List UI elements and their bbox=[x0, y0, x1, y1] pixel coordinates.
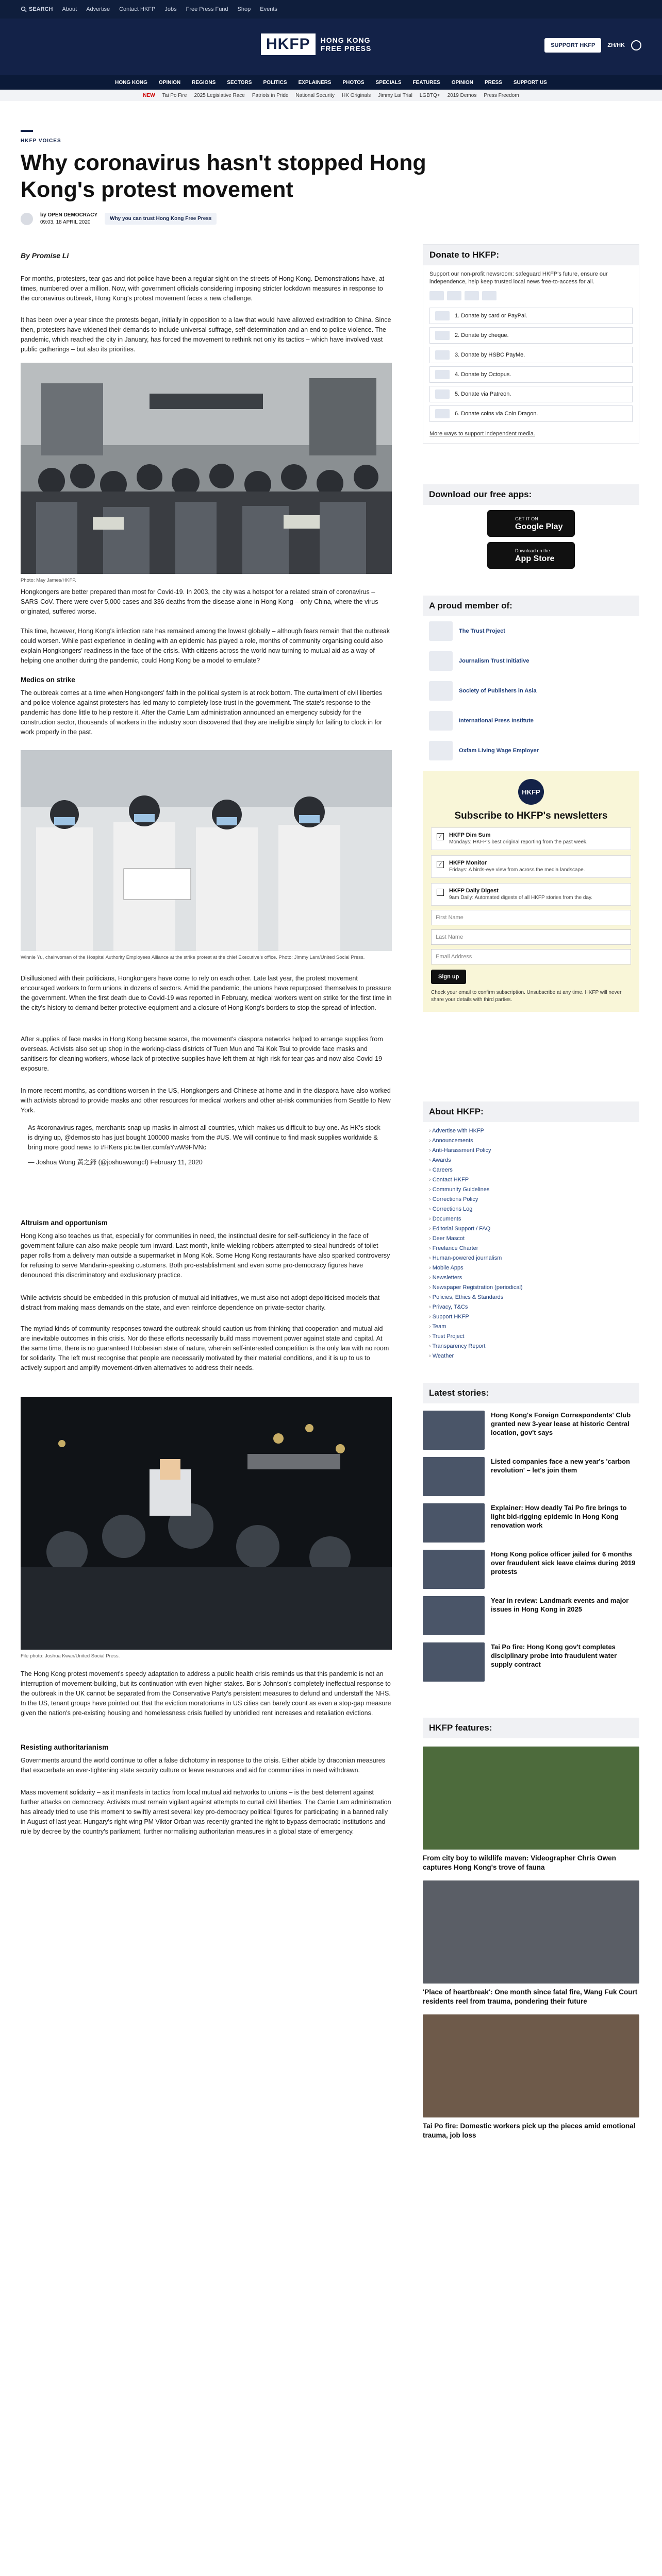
photo-caption: Photo: May James/HKFP. bbox=[21, 578, 77, 583]
about-link[interactable]: › Corrections Policy bbox=[429, 1195, 633, 1205]
night-protest-image bbox=[21, 1397, 392, 1650]
about-link[interactable]: › Community Guidelines bbox=[429, 1185, 633, 1195]
feature-image bbox=[423, 1747, 639, 1850]
paragraph: Hongkongers are better prepared than most for Covid-19. In 2003, the city was a hotspot for a related strain of coronavirus – SARS-CoV. There were over 5,000 cases and 336 deaths from the disease alone in Hong Kong – only China, where the virus originated, suffered worse. bbox=[21, 588, 378, 615]
paragraph: Hong Kong also teaches us that, especially for communities in need, the instinctual desire for self-sufficiency in the face of government failure can also make people turn inward. Last month, knife-wielding robbers attempted to steal hundreds of toilet paper rolls from a delivery man outside a supermarket in Mong Kok. Some Hong Kong restaurants have also sparked controversy for refusing to serve Mandarin-speaking customers. Both pro-establishment and even some pro-democracy figures have denounced this discriminatory and exclusionary practice. bbox=[21, 1232, 390, 1279]
contact-link[interactable]: Contact HKFP bbox=[119, 6, 156, 12]
latest-story[interactable]: Listed companies face a new year's 'carbon revolution' – let's join them bbox=[423, 1457, 639, 1496]
about-link[interactable]: › Trust Project bbox=[429, 1332, 633, 1342]
amex-icon bbox=[482, 291, 496, 300]
account-icon[interactable] bbox=[631, 40, 641, 50]
photo-caption: Winnie Yu, chairwoman of the Hospital Authority Employees Alliance at the strike protest at the chief Executive's office. Photo: Jimmy Lam/United Social Press. bbox=[21, 955, 365, 960]
nav-item[interactable]: SPECIALS bbox=[375, 79, 402, 86]
new-badge: NEW bbox=[143, 92, 155, 98]
newsletter-widget bbox=[423, 771, 639, 1012]
story-thumbnail bbox=[423, 1550, 485, 1589]
about-link[interactable]: › Freelance Charter bbox=[429, 1244, 633, 1253]
donate-title: Donate to HKFP: bbox=[423, 245, 639, 265]
latest-story[interactable]: Hong Kong police officer jailed for 6 months over fraudulent sick leave claims during 2019 protests bbox=[423, 1550, 639, 1589]
about-link[interactable]: › Newsletters bbox=[429, 1273, 633, 1283]
support-hkfp-button[interactable]: SUPPORT HKFP bbox=[544, 38, 601, 53]
tag-link[interactable]: Jimmy Lai Trial bbox=[378, 92, 412, 98]
google-play-button[interactable]: GET IT ON Google Play bbox=[487, 510, 575, 537]
latest-widget bbox=[423, 1383, 639, 1689]
protest-photo bbox=[21, 363, 392, 574]
newsletter-option[interactable]: ✓ HKFP Monitor Fridays: A birds-eye view from across the media landscape. bbox=[431, 855, 631, 878]
member-logo[interactable]: The Trust Project bbox=[423, 616, 639, 646]
section-heading: Medics on strike bbox=[21, 676, 75, 684]
about-link[interactable]: › Privacy, T&Cs bbox=[429, 1302, 633, 1312]
member-logo[interactable]: Journalism Trust Initiative bbox=[423, 646, 639, 676]
patreon-icon bbox=[435, 389, 450, 399]
checkbox[interactable]: ✓ bbox=[437, 833, 444, 840]
donate-option[interactable]: 6. Donate coins via Coin Dragon. bbox=[429, 405, 633, 422]
donate-option[interactable]: 4. Donate by Octopus. bbox=[429, 366, 633, 383]
tweet-attribution[interactable]: — Joshua Wong 黃之鋒 (@joshuawongcf) February 11, 2020 bbox=[28, 1159, 203, 1166]
donate-option[interactable]: 2. Donate by cheque. bbox=[429, 327, 633, 344]
paragraph: For months, protesters, tear gas and riot police have been a regular sight on the streets of Hong Kong. Demonstrations have, at times, numbered over a million. Now, with government officials considering imposing stricter lockdown measures in response to the coronavirus outbreak, Hong Kong's protest movement faces a new challenge. bbox=[21, 275, 385, 302]
about-widget bbox=[423, 1101, 639, 1365]
about-link[interactable]: › Documents bbox=[429, 1214, 633, 1224]
about-link[interactable]: › Deer Mascot bbox=[429, 1234, 633, 1244]
about-link[interactable]: › Weather bbox=[429, 1351, 633, 1361]
about-link[interactable]: › Policies, Ethics & Standards bbox=[429, 1293, 633, 1302]
nav-item[interactable]: PHOTOS bbox=[342, 79, 365, 86]
story-thumbnail bbox=[423, 1642, 485, 1682]
paragraph: The Hong Kong protest movement's speedy adaptation to address a public health crisis reminds us that this pandemic is not an interruption of movement-building, but its continuation with even higher stakes. Boris Johnson's completely ineffectual response to the outbreak in the UK cannot be separated from the Conservative Party's persistent measures to defund and understaff the NHS. In the US, tenant groups have pointed out that the eviction moratoriums in US cities can barely count as even a stop-gap measure given the nation's pre-existing housing and homelessness crisis fuelled by unbridled rent increases and retaliation evictions. bbox=[21, 1670, 391, 1717]
feature-story[interactable]: 'Place of heartbreak': One month since fatal fire, Wang Fuk Court residents reel from trauma, pondering their future bbox=[423, 1880, 639, 2006]
byline bbox=[21, 212, 217, 225]
latest-story[interactable]: Explainer: How deadly Tai Po fire brings to light bid-rigging epidemic in Hong Kong renovation work bbox=[423, 1503, 639, 1543]
donate-intro[interactable]: Support our non-profit newsroom: safeguard HKFP's future, ensure our independence, help keep trusted local news free-to-access for all. bbox=[429, 271, 608, 285]
newsletter-option[interactable]: HKFP Daily Digest 9am Daily: Automated digests of all HKFP stories from the day. bbox=[431, 883, 631, 906]
members-widget bbox=[423, 596, 639, 766]
advertise-link[interactable]: Advertise bbox=[86, 6, 110, 12]
paragraph: The myriad kinds of community responses toward the outbreak should caution us from thinking that cooperation and mutual aid are inevitable outcomes in this crisis. Nor do these efforts necessarily build mass movement power against state and capital. At the same time, there is no guaranteed Hobbesian state of nature, wherein self-interested competition is the only law with no room for solidarity. The left must recognise that people are necessarily motivated by their material conditions, and it is up to us to actively support and amplify movement-driven alternatives to address their needs. bbox=[21, 1325, 389, 1371]
about-link[interactable]: › Careers bbox=[429, 1165, 633, 1175]
night-protest-photo bbox=[21, 1397, 392, 1650]
donate-widget bbox=[423, 244, 639, 444]
embedded-tweet[interactable] bbox=[21, 1123, 382, 1167]
apps-title: Download our free apps: bbox=[423, 484, 639, 505]
app-store-button[interactable]: Download on the App Store bbox=[487, 542, 575, 569]
jti-icon bbox=[429, 651, 453, 671]
author-avatar bbox=[21, 213, 33, 225]
features-title: HKFP features: bbox=[423, 1718, 639, 1738]
events-link[interactable]: Events bbox=[260, 6, 277, 12]
paragraph: While activists should be embedded in this profusion of mutual aid initiatives, we must also not adopt depoliticised models that distract from making mass demands on the state, and even reinforce dependence on private-sector charity. bbox=[21, 1294, 380, 1311]
member-logo[interactable]: Oxfam Living Wage Employer bbox=[423, 736, 639, 766]
sopa-icon bbox=[429, 681, 453, 701]
more-ways-link[interactable]: More ways to support independent media. bbox=[429, 431, 535, 437]
shop-link[interactable]: Shop bbox=[237, 6, 251, 12]
visa-icon bbox=[429, 291, 444, 300]
about-link[interactable]: › Corrections Log bbox=[429, 1205, 633, 1214]
section-heading: Altruism and opportunism bbox=[21, 1219, 108, 1227]
paragraph: Disillusioned with their politicians, Hongkongers have come to rely on each other. Late last year, the protest movement encouraged workers to form unions in dozens of sectors. Amid the pandemic, the unions have repurposed themselves to pressure the government. When the first death due to Covid-19 was reported in February, medical workers went on strike for the first time in the city's history to demand better protective equipment and a closure of Hong Kong's borders to stop the spread of infection. bbox=[21, 975, 392, 1011]
jobs-link[interactable]: Jobs bbox=[164, 6, 177, 12]
first-name-input[interactable]: First Name bbox=[431, 910, 631, 925]
tag-link[interactable]: HK Originals bbox=[342, 92, 371, 98]
main-nav bbox=[0, 75, 662, 90]
apps-widget bbox=[423, 484, 639, 574]
latest-story[interactable]: Year in review: Landmark events and major issues in Hong Kong in 2025 bbox=[423, 1596, 639, 1635]
about-link[interactable]: › Editorial Support / FAQ bbox=[429, 1224, 633, 1234]
site-logo[interactable] bbox=[261, 31, 401, 58]
story-thumbnail bbox=[423, 1503, 485, 1543]
article-kicker[interactable]: HKFP VOICES bbox=[21, 138, 61, 144]
about-link[interactable]: › Anti-Harassment Policy bbox=[429, 1146, 633, 1156]
site-header bbox=[0, 19, 662, 75]
paragraph: It has been over a year since the protests began, initially in opposition to a law that would have allowed extradition to China. Since then, protesters have widened their demands to include universal suffrage, self-determination and an end to police violence. The pandemic, which reached the city in January, has forced the movement to rethink not only its tactics – which have involved vast public gatherings – but also its priorities. bbox=[21, 316, 391, 353]
about-link[interactable]: › Team bbox=[429, 1322, 633, 1332]
tag-link[interactable]: 2025 Legislative Race bbox=[194, 92, 245, 98]
about-link[interactable]: › Transparency Report bbox=[429, 1342, 633, 1351]
paragraph: The outbreak comes at a time when Hongkongers' faith in the political system is at rock bottom. The curtailment of civil liberties and police violence against protesters has led many to completely lose trust in the government. The state's response to the pandemic has done little to help restore it. After the Carrie Lam administration announced an emergency subsidy for the construction sector, thousands of workers in the industry soon discovered that they are ineligible simply for failing to clock in for work properly in the past. bbox=[21, 689, 383, 736]
protest-crowd-image bbox=[21, 363, 392, 574]
nav-item[interactable]: PRESS bbox=[484, 79, 502, 86]
about-link[interactable]: › Awards bbox=[429, 1156, 633, 1165]
feature-image bbox=[423, 1880, 639, 1984]
latest-story[interactable]: Tai Po fire: Hong Kong gov't completes disciplinary probe into fraudulent water supply contract bbox=[423, 1642, 639, 1682]
cheque-icon bbox=[435, 331, 450, 340]
nav-item[interactable]: SECTORS bbox=[227, 79, 252, 86]
donate-option[interactable]: 1. Donate by card or PayPal. bbox=[429, 308, 633, 324]
strike-photo bbox=[21, 750, 392, 951]
about-link[interactable]: About bbox=[62, 6, 77, 12]
publish-date: 09:03, 18 APRIL 2020 bbox=[40, 219, 91, 225]
donate-option[interactable]: 3. Donate by HSBC PayMe. bbox=[429, 347, 633, 363]
paragraph: In more recent months, as conditions worsen in the US, Hongkongers and Chinese at home and in the diaspora have also worked with activists abroad to provide masks and other resources for medical workers and other at-risk communities from Seattle to New York. bbox=[21, 1087, 391, 1114]
about-link[interactable]: › Announcements bbox=[429, 1136, 633, 1146]
nav-item[interactable]: FEATURES bbox=[412, 79, 440, 86]
article-byline-lead: By Promise Li bbox=[21, 251, 69, 260]
about-link[interactable]: › Human-powered journalism bbox=[429, 1253, 633, 1263]
latest-title: Latest stories: bbox=[423, 1383, 639, 1403]
donate-option[interactable]: 5. Donate via Patreon. bbox=[429, 386, 633, 402]
about-link[interactable]: › Support HKFP bbox=[429, 1312, 633, 1322]
tag-bar bbox=[0, 90, 662, 101]
newsletter-logo: HKFP bbox=[518, 779, 544, 805]
mastercard-icon bbox=[447, 291, 461, 300]
paragraph: Governments around the world continue to offer a false dichotomy in response to the crisis. Either abide by draconian measures that exacerbate an ever-tightening state security culture or leave resources and aid for communities in need withdrawn. bbox=[21, 1757, 386, 1774]
card-icon bbox=[435, 311, 450, 320]
about-link[interactable]: › Contact HKFP bbox=[429, 1175, 633, 1185]
newsletter-option[interactable]: ✓ HKFP Dim Sum Mondays: HKFP's best original reporting from the past week. bbox=[431, 827, 631, 850]
member-logo[interactable]: Society of Publishers in Asia bbox=[423, 676, 639, 706]
newsletter-note: Check your email to confirm subscription. Unsubscribe at any time. HKFP will never share your details with third parties. bbox=[431, 990, 622, 1003]
latest-story[interactable]: Hong Kong's Foreign Correspondents' Club granted new 3-year lease at historic Central location, gov't says bbox=[423, 1411, 639, 1450]
feature-image bbox=[423, 2014, 639, 2117]
search-icon bbox=[21, 6, 27, 12]
last-name-input[interactable]: Last Name bbox=[431, 929, 631, 945]
payment-logos bbox=[423, 291, 639, 304]
story-thumbnail bbox=[423, 1411, 485, 1450]
feature-story[interactable]: From city boy to wildlife maven: Videographer Chris Owen captures Hong Kong's trove of fauna bbox=[423, 1747, 639, 1872]
about-title: About HKFP: bbox=[423, 1101, 639, 1122]
nav-item[interactable]: REGIONS bbox=[192, 79, 216, 86]
tweet-text: As #coronavirus rages, merchants snap up masks in almost all countries, which makes us difficult to buy one. As HK's stock is drying up, @demosisto has just bought 100000 masks from the #US. We will continue to find mask supplies worldwide & bring more good news to #HKers pic.twitter.com/aYwW9FlVNc bbox=[28, 1124, 380, 1151]
signup-button[interactable]: Sign up bbox=[431, 970, 466, 984]
about-link[interactable]: › Newspaper Registration (periodical) bbox=[429, 1283, 633, 1293]
features-widget bbox=[423, 1718, 639, 2148]
story-thumbnail bbox=[423, 1596, 485, 1635]
payme-icon bbox=[435, 350, 450, 360]
email-input[interactable]: Email Address bbox=[431, 949, 631, 964]
tag-link[interactable]: Patriots in Pride bbox=[252, 92, 289, 98]
octopus-icon bbox=[435, 370, 450, 379]
members-title: A proud member of: bbox=[423, 596, 639, 616]
tag-link[interactable]: 2019 Demos bbox=[447, 92, 477, 98]
member-logo[interactable]: International Press Institute bbox=[423, 706, 639, 736]
feature-story[interactable]: Tai Po fire: Domestic workers pick up the pieces amid emotional trauma, job loss bbox=[423, 2014, 639, 2140]
logo-mark: HKFP bbox=[261, 33, 316, 55]
free-press-fund-link[interactable]: Free Press Fund bbox=[186, 6, 228, 12]
kicker-bar bbox=[21, 130, 33, 132]
language-toggle[interactable]: ZH/HK bbox=[607, 42, 625, 48]
trust-chip[interactable]: Why you can trust Hong Kong Free Press bbox=[105, 213, 217, 225]
nav-item[interactable]: HONG KONG bbox=[115, 79, 147, 86]
tag-link[interactable]: National Security bbox=[295, 92, 335, 98]
paypal-icon bbox=[465, 291, 479, 300]
oxfam-icon bbox=[429, 741, 453, 760]
nav-item[interactable]: SUPPORT US bbox=[513, 79, 547, 86]
about-link[interactable]: › Mobile Apps bbox=[429, 1263, 633, 1273]
coin-dragon-icon bbox=[435, 409, 450, 418]
checkbox[interactable]: ✓ bbox=[437, 861, 444, 868]
logo-subtitle: HONG KONG FREE PRESS bbox=[320, 36, 372, 53]
paragraph: Mass movement solidarity – as it manifests in tactics from local mutual aid networks to unions – is the best deterrent against further attacks on democracy. Activists must remain vigilant against attempts to curtail civil liberties. The Carrie Lam administration has already tried to use this moment to swiftly arrest several key pro-democracy political figures for participating in a banned rally in August of last year. Hungary's right-wing PM Viktor Orban was recently granted the right to bypass democratic institutions and rule by decree by the country's parliament, further normalising authoritarian measures in a global state of emergency. bbox=[21, 1789, 391, 1835]
author-name[interactable]: by OPEN DEMOCRACY bbox=[40, 212, 98, 218]
about-link[interactable]: › Advertise with HKFP bbox=[429, 1126, 633, 1136]
nav-item[interactable]: POLITICS bbox=[263, 79, 287, 86]
trust-project-icon bbox=[429, 621, 453, 641]
utility-bar bbox=[0, 0, 662, 19]
paragraph: After supplies of face masks in Hong Kong became scarce, the movement's diaspora networks helped to arrange supplies from overseas. Activists also set up shop in the working-class districts of Tuen Mun and Tai Kok Tsui to provide face masks and sanitisers for cleaning workers, whose lack of protective supplies have left them at high risk for tear gas and now also Covid-19 exposure. bbox=[21, 1036, 383, 1072]
tag-link[interactable]: Tai Po Fire bbox=[162, 92, 187, 98]
about-links bbox=[423, 1122, 639, 1365]
story-thumbnail bbox=[423, 1457, 485, 1496]
checkbox[interactable] bbox=[437, 889, 444, 896]
nav-item[interactable]: OPINION bbox=[158, 79, 181, 86]
section-heading: Resisting authoritarianism bbox=[21, 1743, 109, 1751]
article-title: Why coronavirus hasn't stopped Hong Kong's protest movement bbox=[21, 150, 426, 202]
paragraph: This time, however, Hong Kong's infection rate has remained among the lowest globally – although fears remain that the outbreak could worsen. While past experience in dealing with an epidemic has played a role, months of community organising could also explain Hongkongers' readiness in the face of the crisis. With citizens across the world now turning to mutual aid as a way of helping one another during the pandemic, could Hong Kong be a model to emulate? bbox=[21, 628, 390, 664]
medic-strike-image bbox=[21, 750, 392, 951]
ipi-icon bbox=[429, 711, 453, 731]
tag-link[interactable]: Press Freedom bbox=[484, 92, 519, 98]
newsletter-title: Subscribe to HKFP's newsletters bbox=[454, 810, 608, 821]
nav-item[interactable]: EXPLAINERS bbox=[298, 79, 332, 86]
search-link[interactable]: SEARCH bbox=[21, 6, 53, 12]
photo-caption: File photo: Joshua Kwan/United Social Press. bbox=[21, 1653, 120, 1659]
tag-link[interactable]: LGBTQ+ bbox=[419, 92, 440, 98]
nav-item[interactable]: OPINION bbox=[451, 79, 473, 86]
